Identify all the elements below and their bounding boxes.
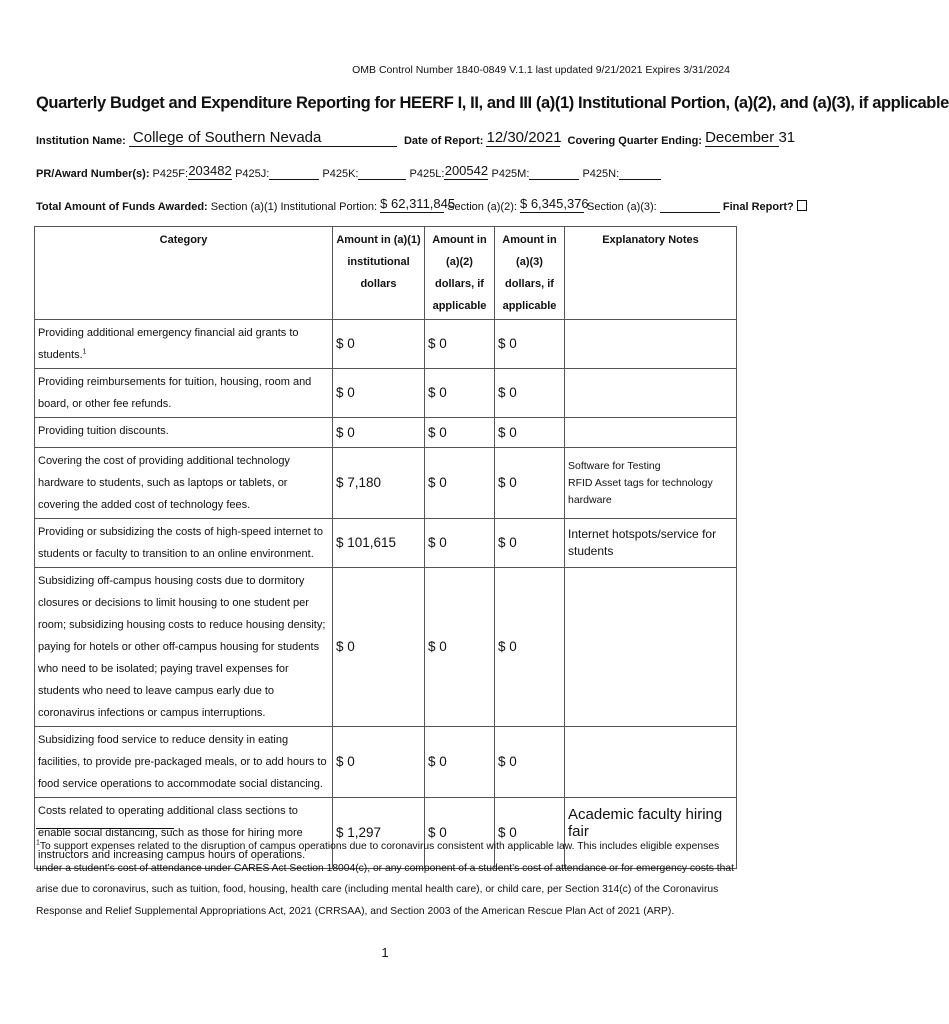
quarter-value: December 31 xyxy=(705,129,796,146)
amount-a3-cell[interactable]: $ 0 xyxy=(495,568,565,727)
p425k-label: P425K: xyxy=(322,168,359,180)
omb-control-number: OMB Control Number 1840-0849 V.1.1 last updated 9/21/2021 Expires 3/31/2024 xyxy=(352,64,730,76)
p425f-value: 203482 xyxy=(188,163,232,178)
institution-label: Institution Name: xyxy=(36,135,126,147)
notes-cell[interactable] xyxy=(565,448,737,519)
header-notes: Explanatory Notes xyxy=(565,227,737,320)
quarter-field[interactable] xyxy=(705,129,796,147)
amount-a2-cell[interactable]: $ 0 xyxy=(425,320,495,369)
quarter-label: Covering Quarter Ending: xyxy=(567,135,703,147)
header-category: Category xyxy=(35,227,333,320)
amount-a2-cell[interactable]: $ 0 xyxy=(425,448,495,519)
header-a3: Amount in (a)(3) dollars, if applicable xyxy=(495,227,565,320)
amount-a3-cell[interactable]: $ 0 xyxy=(495,369,565,418)
final-report-checkbox[interactable] xyxy=(797,200,807,211)
category-cell: Subsidizing off-campus housing costs due to dormitory closures or decisions to limit housing to one student per room; subsidizing housing costs to reduce housing density; paying for hotels or other off-campus housing for students who need to be isolated; paying travel expenses for students who need to leave campus early due to coronavirus infections or campus interruptions. xyxy=(35,568,333,727)
notes-cell[interactable] xyxy=(565,727,737,798)
category-cell: Subsidizing food service to reduce density in eating facilities, to provide pre-packaged meals, or to add hours to food service operations to accommodate social distancing. xyxy=(35,727,333,798)
table-row xyxy=(35,727,737,798)
table-row xyxy=(35,519,737,568)
a2-value: $ 6,345,376 xyxy=(519,196,589,211)
a3-field[interactable] xyxy=(660,201,720,213)
amount-a3-cell[interactable]: $ 0 xyxy=(495,727,565,798)
date-label: Date of Report: xyxy=(403,135,484,147)
category-cell: Providing or subsidizing the costs of high-speed internet to students or faculty to transition to an online environment. xyxy=(35,519,333,568)
amount-a1-cell[interactable]: $ 0 xyxy=(333,320,425,369)
header-a2: Amount in (a)(2) dollars, if applicable xyxy=(425,227,495,320)
table-row xyxy=(35,448,737,519)
amount-a1-cell[interactable]: $ 1,297 xyxy=(333,798,425,869)
note-line: Software for Testing xyxy=(568,459,661,472)
category-cell: Costs related to operating additional class sections to enable social distancing, such as those for hiring more instructors and increasing campus hours of operations. xyxy=(35,798,333,869)
award-line xyxy=(36,163,661,180)
p425f-field[interactable] xyxy=(188,163,232,180)
a1-label: Section (a)(1) Institutional Portion: xyxy=(210,201,378,213)
a3-label: Section (a)(3): xyxy=(587,201,657,213)
institution-line xyxy=(36,129,796,147)
amount-a3-cell[interactable]: $ 0 xyxy=(495,448,565,519)
category-cell: Providing tuition discounts. xyxy=(35,418,333,448)
p425j-label: P425J: xyxy=(235,168,270,180)
table-row xyxy=(35,568,737,727)
a1-value: $ 62,311,845 xyxy=(380,196,456,211)
footnote xyxy=(36,836,738,922)
footnote-mark: 1 xyxy=(36,839,40,847)
final-report-label: Final Report? xyxy=(722,201,794,213)
notes-cell[interactable] xyxy=(565,568,737,727)
date-value: 12/30/2021 xyxy=(486,129,562,146)
footnote-rule xyxy=(36,828,174,829)
p425l-field[interactable] xyxy=(444,163,489,180)
category-cell: Covering the cost of providing additional technology hardware to students, such as laptops or tablets, or covering the added cost of technology fees. xyxy=(35,448,333,519)
category-cell: Providing reimbursements for tuition, housing, room and board, or other fee refunds. xyxy=(35,369,333,418)
amount-a1-cell[interactable]: $ 0 xyxy=(333,727,425,798)
p425l-label: P425L: xyxy=(409,168,445,180)
total-funds-label: Total Amount of Funds Awarded: xyxy=(36,201,208,213)
notes-cell[interactable]: Internet hotspots/service for students xyxy=(565,519,737,568)
p425l-value: 200542 xyxy=(444,163,489,178)
expenditure-table xyxy=(34,226,737,869)
notes-cell[interactable]: Academic faculty hiring fair xyxy=(565,798,737,869)
amount-a2-cell[interactable]: $ 0 xyxy=(425,727,495,798)
header-a1: Amount in (a)(1) institutional dollars xyxy=(333,227,425,320)
amount-a1-cell[interactable]: $ 7,180 xyxy=(333,448,425,519)
amount-a3-cell[interactable]: $ 0 xyxy=(495,798,565,869)
a2-field[interactable] xyxy=(519,196,589,213)
amount-a3-cell[interactable]: $ 0 xyxy=(495,519,565,568)
table-row xyxy=(35,418,737,448)
footnote-text: To support expenses related to the disruption of campus operations due to coronavirus consistent with applicable law. This includes eligible expenses under a student’s cost of attendance under CARES Act Section 18004(c), or any component of a student’s cost of attendance or for emergency costs that arise due to coronavirus, such as tuition, food, housing, health care (including mental health care), or child care, per Section 314(c) of the Coronavirus Response and Relief Supplemental Appropriations Act, 2021 (CRRSAA), and Section 2003 of the American Rescue Plan Act of 2021 (ARP). xyxy=(36,841,734,917)
p425k-field[interactable] xyxy=(358,168,406,180)
p425n-field[interactable] xyxy=(619,168,661,180)
note-line: RFID Asset tags for technology hardware xyxy=(568,476,713,506)
amount-a1-cell[interactable]: $ 0 xyxy=(333,369,425,418)
table-row xyxy=(35,320,737,369)
category-cell: Providing additional emergency financial aid grants to students.$^1$ xyxy=(35,320,333,369)
amount-a2-cell[interactable]: $ 0 xyxy=(425,798,495,869)
p425f-label: P425F: xyxy=(152,168,189,180)
table-header-row xyxy=(35,227,737,320)
amount-a1-cell[interactable]: $ 0 xyxy=(333,568,425,727)
amount-a2-cell[interactable]: $ 0 xyxy=(425,519,495,568)
amount-a2-cell[interactable]: $ 0 xyxy=(425,369,495,418)
amount-a2-cell[interactable]: $ 0 xyxy=(425,418,495,448)
p425j-field[interactable] xyxy=(269,168,319,180)
amount-a3-cell[interactable]: $ 0 xyxy=(495,418,565,448)
amount-a1-cell[interactable]: $ 0 xyxy=(333,418,425,448)
a1-field[interactable] xyxy=(380,196,456,213)
total-funds-line xyxy=(36,196,807,213)
page-number: 1 xyxy=(381,945,389,960)
notes-cell[interactable] xyxy=(565,320,737,369)
notes-cell[interactable] xyxy=(565,418,737,448)
amount-a2-cell[interactable]: $ 0 xyxy=(425,568,495,727)
page-title: Quarterly Budget and Expenditure Reporting for HEERF I, II, and III (a)(1) Institutional Portion, (a)(2), and (a)(3), if applicable xyxy=(36,94,949,112)
p425n-label: P425N: xyxy=(582,168,620,180)
p425m-label: P425M: xyxy=(491,168,530,180)
footnote-ref: 1 xyxy=(82,348,87,356)
award-label: PR/Award Number(s): xyxy=(36,168,150,180)
a2-label: Section (a)(2): xyxy=(447,201,517,213)
institution-field[interactable] xyxy=(129,129,397,147)
p425m-field[interactable] xyxy=(529,168,579,180)
date-field[interactable] xyxy=(486,129,562,147)
amount-a3-cell[interactable]: $ 0 xyxy=(495,320,565,369)
notes-cell[interactable] xyxy=(565,369,737,418)
table-row xyxy=(35,369,737,418)
institution-value: College of Southern Nevada xyxy=(132,129,322,146)
amount-a1-cell[interactable]: $ 101,615 xyxy=(333,519,425,568)
